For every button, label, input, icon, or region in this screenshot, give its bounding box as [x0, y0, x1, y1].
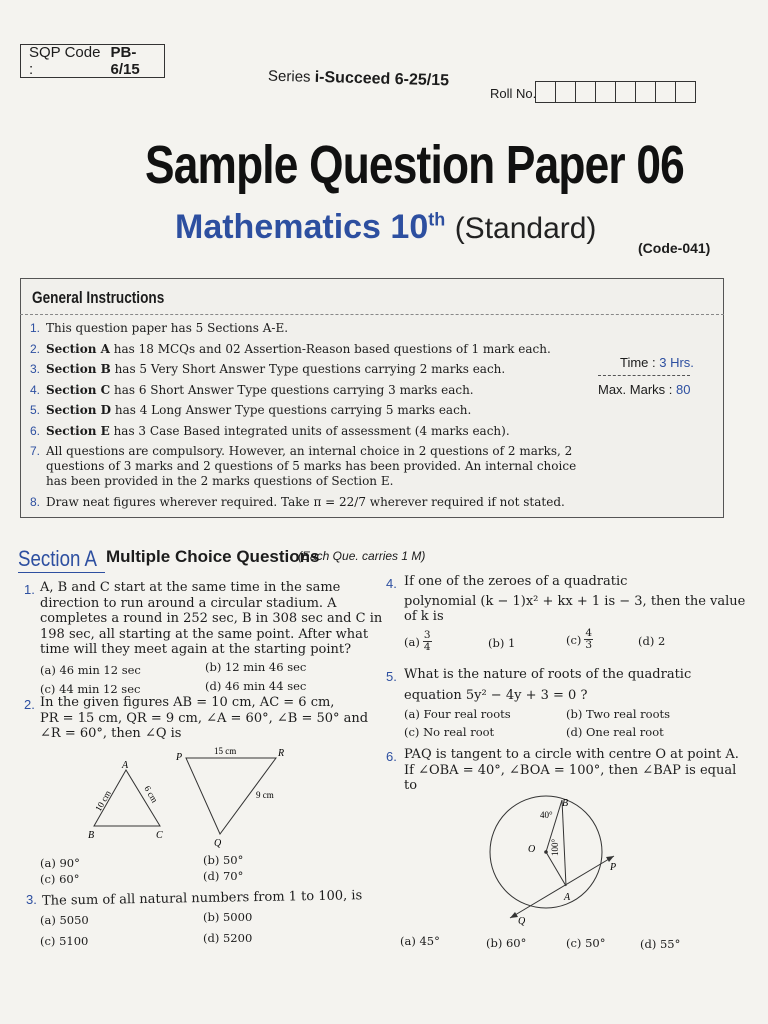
roll-digit-box: [655, 81, 676, 103]
point-q-label: Q: [518, 916, 526, 927]
instruction-text: Section D has 4 Long Answer Type questions carrying 5 marks each.: [46, 403, 472, 417]
chord-ba: [562, 798, 569, 886]
instruction-text: This question paper has 5 Sections A-E.: [46, 321, 289, 335]
section-a-note: (Each Que. carries 1 M): [298, 549, 426, 563]
option-a: (a) 5050: [40, 913, 89, 927]
standard-label: (Standard): [454, 212, 597, 245]
option-c: (c) 5100: [40, 934, 89, 948]
instruction-number: 4.: [30, 382, 41, 397]
subject-superscript: th: [428, 209, 446, 230]
point-o-label: O: [528, 844, 536, 855]
question-5-text: What is the nature of roots of the quadratic equation 5y² − 4y + 3 = 0 ?: [404, 667, 692, 703]
instruction-text: Section E has 3 Case Based integrated units of assessment (4 marks each).: [46, 423, 510, 438]
option-d: (d) 2: [638, 634, 666, 648]
side-qr-label: 9 cm: [256, 790, 274, 800]
section-underline: [18, 572, 105, 573]
section-a-title: Multiple Choice Questions: [106, 547, 320, 566]
series-label: Series: [267, 67, 311, 86]
vertex-b-label: B: [88, 830, 95, 841]
sqp-code-value: PB-6/15: [110, 44, 140, 78]
option-b: (b) 60°: [486, 936, 527, 950]
option-a: (a) Four real roots: [404, 707, 511, 721]
option-b: (b) 5000: [203, 910, 253, 924]
side-ab-label: 10 cm: [93, 788, 113, 813]
section-a-label: Section A: [18, 546, 98, 571]
option-d: (d) One real root: [566, 725, 664, 739]
option-a: (a) 46 min 12 sec: [40, 663, 141, 677]
question-number: 1.: [24, 582, 35, 597]
option-c: (c) No real root: [404, 725, 495, 739]
radius-oa: [546, 852, 566, 886]
instruction-item: [30, 400, 590, 421]
series-value: i-Succeed 6-25/15: [314, 68, 450, 90]
vertex-p-label: P: [176, 752, 183, 763]
instruction-text: Section A has 18 MCQs and 02 Assertion-Reason based questions of 1 mark each.: [46, 341, 551, 356]
option-b: (b) Two real roots: [566, 707, 671, 721]
angle-boa-label: 100°: [550, 838, 560, 856]
instruction-number: 3.: [30, 362, 41, 376]
question-3-text: The sum of all natural numbers from 1 to 100, is: [41, 888, 363, 909]
instruction-number: 7.: [30, 444, 41, 458]
instruction-item: [30, 359, 590, 380]
roll-digit-box: [635, 81, 656, 103]
option-b: (b) 12 min 46 sec: [205, 660, 307, 674]
instruction-item: [30, 492, 590, 513]
divider: [598, 375, 690, 376]
question-1-text: A, B and C start at the same time in the same direction to run around a circular stadium. A completes a round in 252 sec, B in 308 sec and C in 198 sec, all starting at the same point. After what time will they meet again at the starting point?: [40, 580, 383, 657]
option-d: (d) 55°: [640, 937, 681, 951]
option-a: (a) 45°: [400, 934, 440, 948]
instructions-list: [30, 318, 590, 513]
instruction-item: [30, 339, 590, 360]
instruction-number: 8.: [30, 495, 41, 509]
page-title: Sample Question Paper 06: [145, 135, 684, 195]
instruction-number: 2.: [30, 341, 41, 356]
question-2-text: In the given figures AB = 10 cm, AC = 6 cm, PR = 15 cm, QR = 9 cm, ∠A = 60°, ∠B = 50° and ∠R = 60°, then ∠Q is: [40, 695, 369, 741]
instruction-text: Section C has 6 Short Answer Type questions carrying 3 marks each.: [46, 382, 474, 397]
side-ac-label: 6 cm: [142, 784, 160, 805]
option-d: (d) 46 min 44 sec: [205, 679, 307, 693]
max-marks: Max. Marks : 80: [598, 382, 691, 397]
question-number: 4.: [386, 576, 397, 591]
option-c: (c) 50°: [566, 936, 606, 950]
point-p-label: P: [610, 862, 617, 873]
point-a-label: A: [564, 892, 571, 903]
sqp-code-box: [20, 44, 165, 78]
option-b: (b) 50°: [203, 853, 244, 867]
question-6-text: PAQ is tangent to a circle with centre O at point A. If ∠OBA = 40°, ∠BOA = 100°, then ∠BAP is equal to: [404, 747, 739, 793]
vertex-q-label: Q: [214, 838, 222, 849]
instruction-item: [30, 318, 590, 339]
circle-tangent-figure: [480, 790, 640, 930]
instruction-text: All questions are compulsory. However, an internal choice in 2 questions of 2 marks, 2 questions of 3 marks and 2 questions of 5 marks has been provided. An internal choice has been provided in the 2 marks questions of Section E.: [46, 444, 577, 488]
option-c: (c) 60°: [40, 872, 80, 886]
arrow-q: [510, 912, 518, 918]
instruction-text: Draw neat figures wherever required. Take π = 22/7 wherever required if not stated.: [46, 495, 565, 509]
vertex-a-label: A: [122, 760, 129, 771]
option-b: (b) 1: [488, 636, 516, 650]
series-info: [268, 68, 449, 91]
instruction-number: 5.: [30, 403, 41, 417]
angle-obab-label: 40°: [540, 810, 553, 820]
roll-digit-box: [535, 81, 556, 103]
sqp-code-label: SQP Code :: [29, 44, 101, 78]
option-d: (d) 70°: [203, 869, 244, 883]
tangent-pq: [510, 856, 617, 918]
roll-no-boxes: [536, 81, 696, 103]
instruction-text: Section B has 5 Very Short Answer Type questions carrying 2 marks each.: [46, 362, 506, 376]
question-number: 5.: [386, 669, 397, 684]
subject-code: (Code-041): [638, 240, 711, 256]
marks-value: 80: [676, 382, 691, 397]
question-number: 6.: [386, 749, 397, 764]
side-pr-label: 15 cm: [214, 746, 237, 756]
time-allowed: Time : 3 Hrs.: [620, 355, 694, 370]
option-c: (c) 44 min 12 sec: [40, 682, 141, 696]
instructions-heading: General Instructions: [32, 288, 165, 307]
roll-digit-box: [675, 81, 696, 103]
subject-name: Mathematics 10: [175, 208, 429, 246]
roll-digit-box: [555, 81, 576, 103]
fraction: 4 3: [585, 627, 593, 651]
vertex-c-label: C: [156, 830, 163, 841]
option-c: (c) 4 3: [566, 627, 593, 651]
time-value: 3 Hrs.: [659, 355, 694, 370]
roll-digit-box: [575, 81, 596, 103]
roll-digit-box: [595, 81, 616, 103]
point-b-label: B: [562, 798, 569, 809]
subject-title: [175, 208, 596, 247]
fraction: 3 4: [423, 629, 431, 653]
option-a: (a) 3 4: [404, 629, 431, 653]
instruction-item: [30, 444, 590, 489]
instruction-item: [30, 421, 590, 442]
divider: [20, 314, 724, 315]
roll-no-label: Roll No.: [490, 86, 537, 101]
instruction-number: 1.: [30, 321, 41, 335]
question-number: 3.: [26, 892, 37, 907]
question-number: 2.: [24, 697, 35, 712]
option-d: (d) 5200: [203, 931, 253, 945]
triangle-figures: [60, 742, 300, 850]
vertex-r-label: R: [278, 748, 285, 759]
instruction-number: 6.: [30, 423, 41, 438]
option-a: (a) 90°: [40, 856, 80, 870]
roll-digit-box: [615, 81, 636, 103]
instruction-item: [30, 380, 590, 401]
question-4-text: If one of the zeroes of a quadratic polynomial (k − 1)x² + kx + 1 is − 3, then the value of k is: [404, 574, 746, 624]
